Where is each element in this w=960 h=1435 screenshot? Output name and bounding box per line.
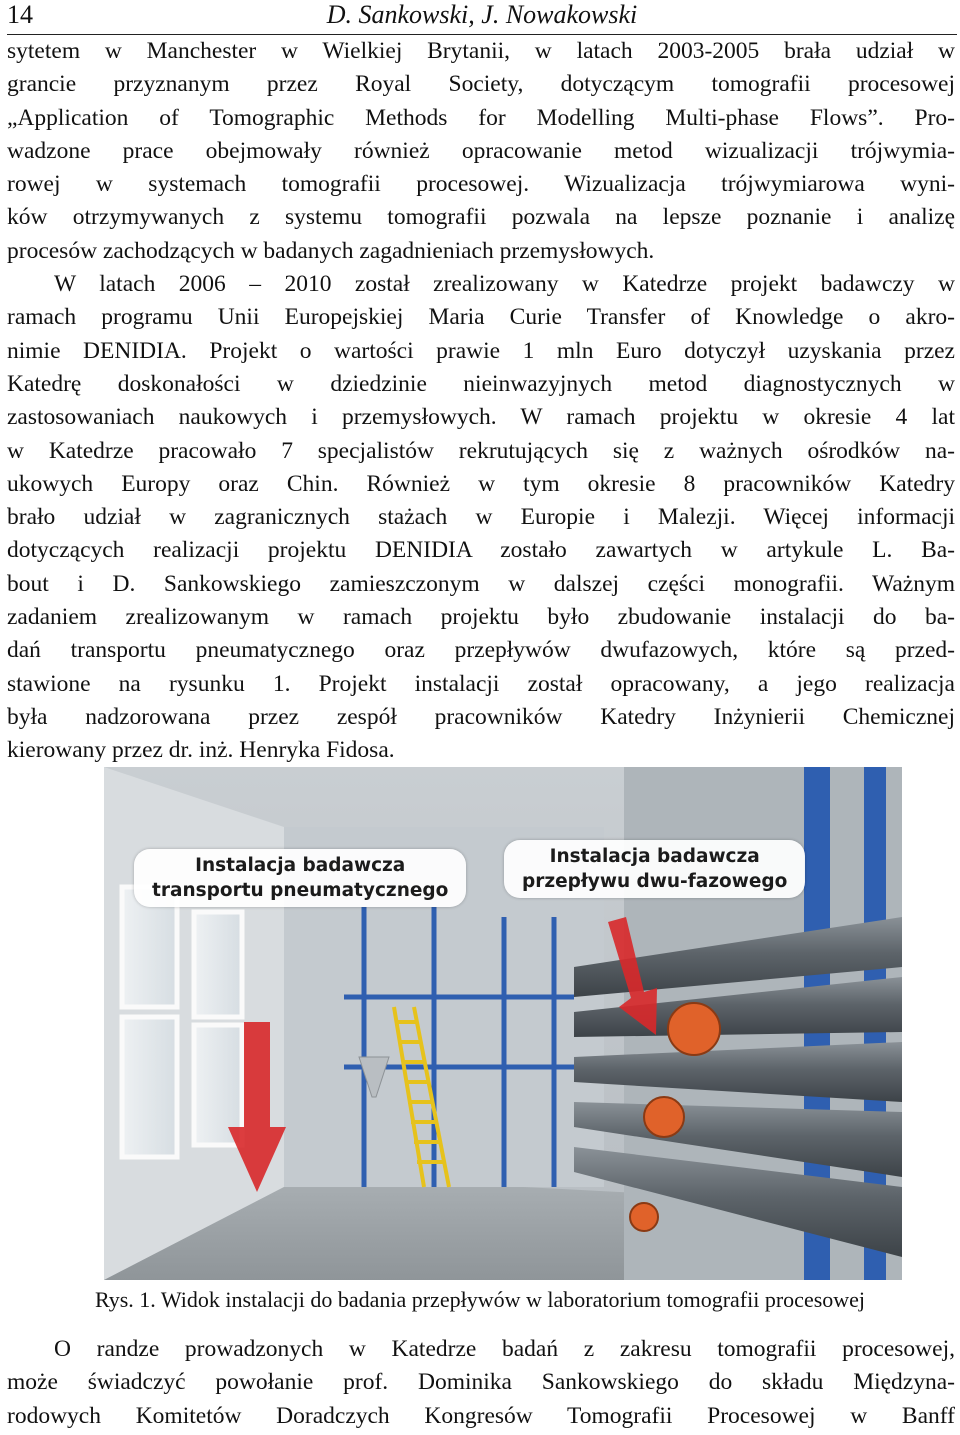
text-line: procesów zachodzących w badanych zagadnieniach przemysłowych. (7, 237, 655, 264)
text-line: ukowych Europy oraz Chin. Również w tym okresie 8 pracowników Katedry (7, 470, 955, 497)
text-line: Katedrę doskonałości w dziedzinie nieinwazyjnych metod diagnostycznych w (7, 370, 955, 397)
label-line: Instalacja badawcza (195, 855, 406, 876)
text-line: O randze prowadzonych w Katedrze badań z zakresu tomografii procesowej, (54, 1336, 955, 1362)
text-line: nimie DENIDIA. Projekt o wartości prawie 1 mln Euro dotyczył uzyskania przez (7, 337, 955, 364)
label-line: przepływu dwu-fazowego (522, 871, 788, 892)
body-text-top (7, 35, 955, 768)
text-line: sytetem w Manchester w Wielkiej Brytanii, w latach 2003-2005 brała udział w (7, 38, 955, 64)
label-two-phase-flow (504, 840, 805, 898)
text-line: grancie przyznanym przez Royal Society, dotyczącym tomografii procesowej (7, 71, 955, 98)
text-line: wadzone prace obejmowały również opracowanie metod wizualizacji trójwymia- (7, 137, 955, 164)
figure-laboratory-photo (104, 767, 902, 1280)
page-number: 14 (7, 0, 33, 29)
text-line: ramach programu Unii Europejskiej Maria Curie Transfer of Knowledge o akro- (7, 304, 955, 331)
text-line: kierowany przez dr. inż. Henryka Fidosa. (7, 737, 395, 764)
text-line: dań transportu pneumatycznego oraz przepływów dwufazowych, które są przed- (7, 637, 955, 664)
text-line: była nadzorowana przez zespół pracowników Katedry Inżynierii Chemicznej (7, 703, 955, 730)
page-header (7, 0, 957, 35)
text-line: rowej w systemach tomografii procesowej. Wizualizacja trójwymiarowa wyni- (7, 171, 955, 198)
text-line: stawione na rysunku 1. Projekt instalacji został opracowany, a jego realizacja (7, 670, 955, 697)
text-line: brało udział w zagranicznych stażach w Europie i Malezji. Więcej informacji (7, 504, 955, 531)
text-line: ków otrzymywanych z systemu tomografii pozwala na lepsze poznanie i analizę (7, 204, 955, 231)
label-line: Instalacja badawcza (549, 846, 760, 867)
text-line: zadaniem zrealizowanym w ramach projektu było zbudowanie instalacji do ba- (7, 604, 955, 631)
text-line: dotyczących realizacji projektu DENIDIA zostało zawartych w artykule L. Ba- (7, 537, 955, 564)
text-line: bout i D. Sankowskiego zamieszczonym w dalszej części monografii. Ważnym (7, 570, 955, 597)
label-line: transportu pneumatycznego (152, 880, 449, 901)
running-head: D. Sankowski, J. Nowakowski (326, 0, 638, 29)
text-line: może świadczyć powołanie prof. Dominika Sankowskiego do składu Międzyna- (7, 1369, 955, 1396)
text-line: w Katedrze pracowało 7 specjalistów rekrutujących się z ważnych ośrodków na- (7, 437, 955, 464)
text-line: „Application of Tomographic Methods for Modelling Multi-phase Flows”. Pro- (7, 104, 955, 131)
label-pneumatic-transport (134, 849, 466, 907)
figure-caption: Rys. 1. Widok instalacji do badania przepływów w laboratorium tomografii procesowej (94, 1287, 866, 1312)
body-text-bottom (7, 1333, 955, 1433)
text-line: rodowych Komitetów Doradczych Kongresów Tomografii Procesowej w Banff (7, 1402, 955, 1429)
text-line: W latach 2006 – 2010 został zrealizowany w Katedrze projekt badawczy w (54, 271, 955, 298)
text-line: zastosowaniach naukowych i przemysłowych. W ramach projektu w okresie 4 lat (7, 404, 955, 431)
